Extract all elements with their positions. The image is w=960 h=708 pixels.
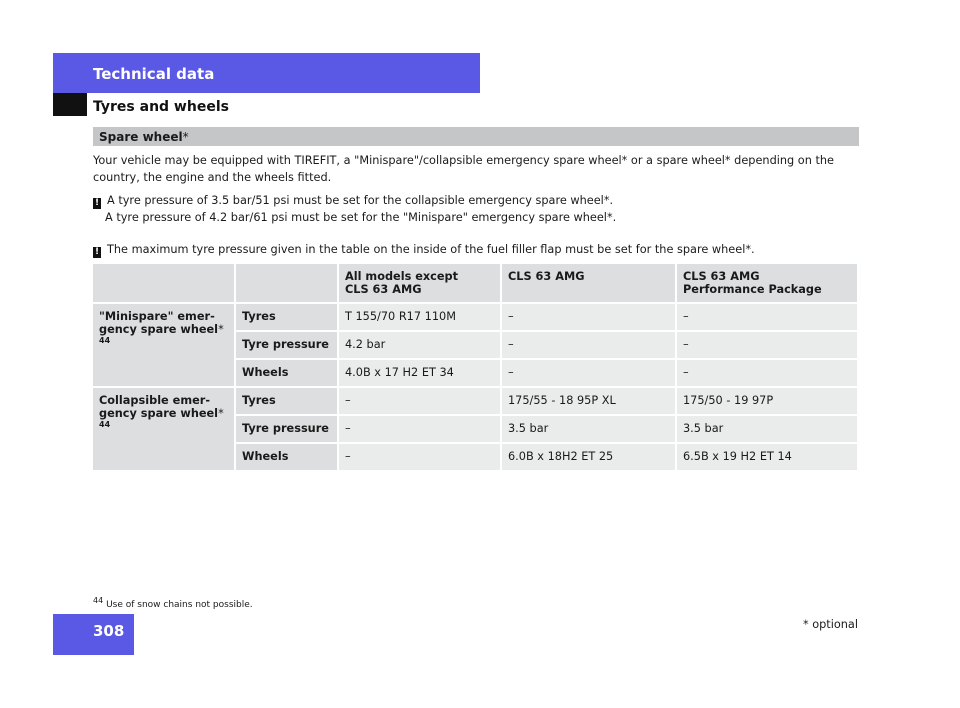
table-cell: 3.5 bar (677, 416, 859, 444)
page-number-box (53, 614, 134, 655)
table-cell: – (677, 304, 859, 332)
table-cell: – (502, 360, 677, 388)
row-label: Wheels (236, 444, 339, 472)
page-number: 308 (93, 622, 125, 640)
row-label: Tyres (236, 388, 339, 416)
table-header-row (93, 264, 859, 304)
warning-2 (93, 241, 863, 258)
table-row (93, 304, 859, 332)
table-cell: 3.5 bar (502, 416, 677, 444)
optional-star: * (218, 407, 224, 420)
table-cell: 6.5B x 19 H2 ET 14 (677, 444, 859, 472)
footnote-number: 44 (93, 596, 104, 605)
warning-2-text: The maximum tyre pressure given in the table on the inside of the fuel filler flap must be set for the spare wheel*. (107, 243, 755, 256)
group-collapsible (93, 388, 236, 472)
chapter-marker (53, 93, 87, 116)
table-cell: 175/50 - 19 97P (677, 388, 859, 416)
warning-1-line-1: A tyre pressure of 3.5 bar/51 psi must be set for the collapsible emergency spare wheel*. (107, 194, 614, 207)
optional-note: * optional (802, 618, 858, 631)
footnote-ref: 44 (99, 336, 111, 345)
footnote (93, 596, 253, 610)
row-label: Tyres (236, 304, 339, 332)
table-cell: 6.0B x 18H2 ET 25 (502, 444, 677, 472)
table-cell: 4.2 bar (339, 332, 502, 360)
spare-wheel-heading (93, 127, 859, 146)
column-header-cls63-performance: CLS 63 AMG Performance Package (677, 264, 859, 304)
warning-icon: ! (94, 198, 100, 208)
warning-1 (93, 192, 863, 226)
table-cell: – (502, 332, 677, 360)
footnote-text: Use of snow chains not possible. (106, 600, 253, 610)
group-name-line-1: "Minispare" emer- (99, 310, 215, 323)
table-cell: – (677, 360, 859, 388)
chapter-header (53, 53, 480, 93)
row-label: Tyre pressure (236, 332, 339, 360)
optional-star: * (182, 130, 189, 144)
table-cell: 4.0B x 17 H2 ET 34 (339, 360, 502, 388)
spare-wheel-title: Spare wheel (99, 130, 183, 144)
table-cell: – (339, 416, 502, 444)
table-cell: – (502, 304, 677, 332)
footnote-ref: 44 (99, 420, 111, 429)
column-header (93, 264, 236, 304)
intro-paragraph: Your vehicle may be equipped with TIREFIT, a "Minispare"/collapsible emergency spare wheel* or a spare wheel* depending on the country, the engine and the wheels fitted. (93, 154, 835, 184)
group-minispare (93, 304, 236, 388)
row-label: Tyre pressure (236, 416, 339, 444)
table-cell: – (339, 388, 502, 416)
table-cell: – (677, 332, 859, 360)
table-cell: 175/55 - 18 95P XL (502, 388, 677, 416)
chapter-title: Technical data (93, 65, 215, 83)
row-label: Wheels (236, 360, 339, 388)
warning-icon: ! (94, 247, 100, 257)
section-title: Tyres and wheels (93, 99, 229, 115)
column-header-all-models: All models except CLS 63 AMG (339, 264, 502, 304)
column-header (236, 264, 339, 304)
table-cell: – (339, 444, 502, 472)
group-name-line-2: gency spare wheel (99, 323, 219, 336)
spare-wheel-table (93, 264, 859, 472)
table-row (93, 388, 859, 416)
optional-star: * (218, 323, 224, 336)
table-cell: T 155/70 R17 110M (339, 304, 502, 332)
column-header-cls63: CLS 63 AMG (502, 264, 677, 304)
warning-1-line-2: A tyre pressure of 4.2 bar/61 psi must be set for the "Minispare" emergency spare wheel*. (105, 211, 617, 224)
group-name-line-1: Collapsible emer- (99, 394, 211, 407)
group-name-line-2: gency spare wheel (99, 407, 219, 420)
